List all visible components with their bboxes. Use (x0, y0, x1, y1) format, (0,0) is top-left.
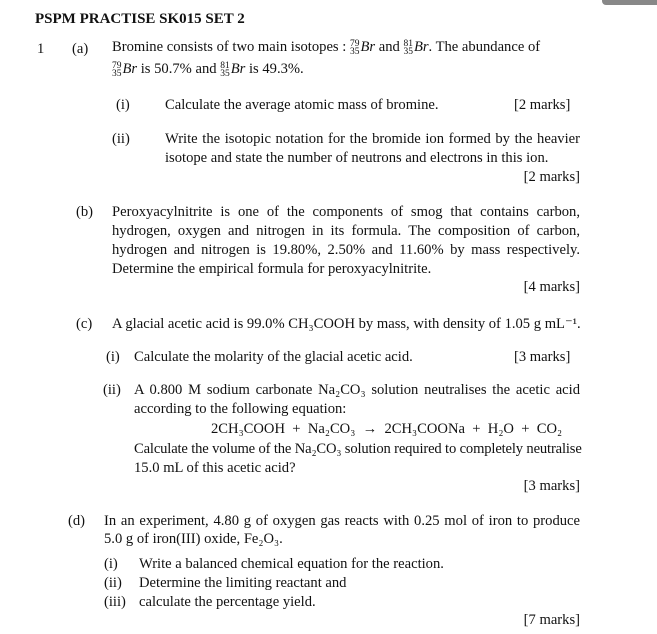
part-d-item-i-label: (i) (104, 556, 118, 572)
part-b-line3: hydrogen and nitrogen is 19.80%, 2.50% and 11.60% by mass respectively. (112, 242, 580, 258)
page-title: PSPM PRACTISE SK015 SET 2 (35, 11, 245, 27)
part-c-ii-line4: 15.0 mL of this acetic acid? (134, 460, 296, 476)
part-c-ii-line3: Calculate the volume of the Na₂CO₃ solution required to completely neutralise (134, 441, 582, 457)
part-c-ii-label: (ii) (103, 382, 121, 398)
isotope-79-notation-2: 79 35 (112, 61, 122, 79)
part-a-ii-line2: isotope and state the number of neutrons and electrons in this ion. (165, 150, 549, 166)
window-corner-bar (602, 0, 657, 5)
part-a-ii-line1: Write the isotopic notation for the bromide ion formed by the heavier (165, 131, 580, 147)
part-d-line2: 5.0 g of iron(III) oxide, Fe₂O₃. (104, 531, 283, 547)
part-a-ii-marks: [2 marks] (523, 169, 580, 185)
part-d-item-iii-text: calculate the percentage yield. (139, 594, 316, 610)
part-c-ii-marks: [3 marks] (523, 478, 580, 494)
part-a-i-label: (i) (116, 97, 130, 113)
isotope-79-notation: 79 35 (349, 39, 360, 57)
isotope-81-notation: 81 35 (403, 39, 413, 57)
part-b-line4: Determine the empirical formula for peroxyacylnitrite. (112, 261, 432, 277)
part-a-line1-post: . The abundance of (428, 39, 541, 55)
part-b-label: (b) (76, 204, 94, 220)
part-d-label: (d) (68, 513, 86, 529)
part-a-label: (a) (72, 41, 89, 57)
part-c-i-text: Calculate the molarity of the glacial acetic acid. (134, 349, 413, 365)
part-d-item-i-text: Write a balanced chemical equation for the reaction. (139, 556, 444, 572)
part-b-line2: hydrogen, oxygen and nitrogen in its formula. The composition of carbon, (112, 223, 580, 239)
question-number: 1 (37, 41, 45, 57)
part-d-marks: [7 marks] (523, 612, 580, 628)
part-c-ii-line2: according to the following equation: (134, 401, 347, 417)
part-d-item-ii-text: Determine the limiting reactant and (139, 575, 347, 591)
part-a-i-marks: [2 marks] (514, 97, 571, 113)
part-a-line1-pre: Bromine consists of two main isotopes : (112, 39, 347, 55)
isotope-81-notation-2: 81 35 (220, 61, 230, 79)
part-d-line1: In an experiment, 4.80 g of oxygen gas reacts with 0.25 mol of iron to produce (104, 513, 580, 529)
part-a-line1: Bromine consists of two main isotopes : 79 35 Br and 81 35 Br. The abundance of (112, 39, 541, 57)
part-b-line1: Peroxyacylnitrite is one of the components of smog that contains carbon, (112, 204, 580, 220)
part-d-item-iii-label: (iii) (104, 594, 126, 610)
part-a-line2-mid: is 50.7% and (140, 61, 217, 77)
part-a-line2: 79 35 Br is 50.7% and 81 35 Br is 49.3%. (112, 61, 304, 79)
part-c-equation: 2CH₃COOH + Na₂CO₃ → 2CH₃COONa + H₂O + CO₂ (211, 421, 563, 437)
part-c-i-label: (i) (106, 349, 120, 365)
part-a-line2-post: is 49.3%. (248, 61, 304, 77)
part-d-item-ii-label: (ii) (104, 575, 122, 591)
part-a-i-text: Calculate the average atomic mass of bromine. (165, 97, 439, 113)
part-c-i-marks: [3 marks] (514, 349, 571, 365)
part-c-intro: A glacial acetic acid is 99.0% CH₃COOH by mass, with density of 1.05 g mL⁻¹. (112, 316, 581, 332)
part-a-line1-mid: and (378, 39, 400, 55)
part-c-ii-line1: A 0.800 M sodium carbonate Na₂CO₃ solution neutralises the acetic acid (134, 382, 580, 398)
part-a-ii-label: (ii) (112, 131, 130, 147)
part-b-marks: [4 marks] (523, 279, 580, 295)
part-c-label: (c) (76, 316, 93, 332)
